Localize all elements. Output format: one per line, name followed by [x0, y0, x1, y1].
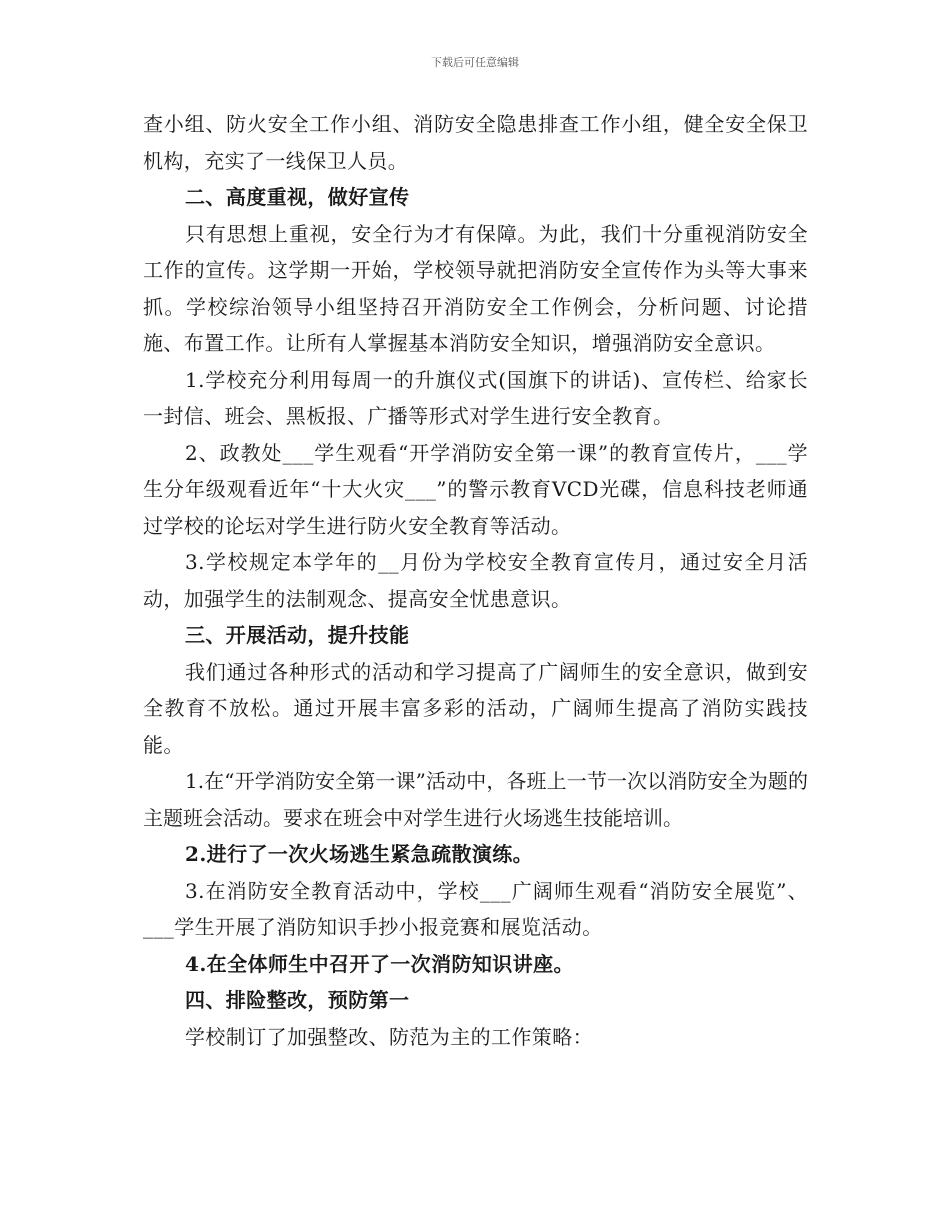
activity-item-3: 3.在消防安全教育活动中，学校___广阔师生观看“消防安全展览”、___学生开展了消防知识手抄小报竞赛和展览活动。 [143, 878, 808, 939]
section-heading-4: 四、排险整改，预防第一 [185, 988, 410, 1012]
paragraph-publicity: 只有思想上重视，安全行为才有保障。为此，我们十分重视消防安全工作的宣传。这学期一开始，学校领导就把消防安全宣传作为头等大事来抓。学校综治领导小组坚持召开消防安全工作例会，分析问题、讨论措施、布置工作。让所有人掌握基本消防安全知识，增强消防安全意识。 [143, 221, 808, 355]
list-item-3: 3.学校规定本学年的__月份为学校安全教育宣传月，通过安全月活动，加强学生的法制观念、提高安全忧患意识。 [143, 550, 808, 611]
page-header: 下载后可任意编辑 [431, 56, 519, 69]
activity-item-1: 1.在“开学消防安全第一课”活动中，各班上一节一次以消防安全为题的主题班会活动。要求在班会中对学生进行火场逃生技能培训。 [143, 769, 808, 830]
document-body [143, 106, 808, 1055]
section-heading-2: 二、高度重视，做好宣传 [185, 185, 410, 209]
list-item-2: 2、政教处___学生观看“开学消防安全第一课”的教育宣传片，___学生分年级观看近年“十大火灾___”的警示教育VCD光碟，信息科技老师通过学校的论坛对学生进行防火安全教育等活动。 [143, 440, 808, 538]
activity-item-4: 4.在全体师生中召开了一次消防知识讲座。 [185, 951, 574, 976]
paragraph-activities: 我们通过各种形式的活动和学习提高了广阔师生的安全意识，做到安全教育不放松。通过开展丰富多彩的活动，广阔师生提高了消防实践技能。 [143, 659, 808, 757]
list-item-1: 1.学校充分利用每周一的升旗仪式(国旗下的讲话)、宣传栏、给家长一封信、班会、黑板报、广播等形式对学生进行安全教育。 [143, 367, 808, 428]
paragraph-continuation: 查小组、防火安全工作小组、消防安全隐患排查工作小组，健全安全保卫机构，充实了一线保卫人员。 [143, 112, 808, 173]
activity-item-2: 2.进行了一次火场逃生紧急疏散演练。 [185, 842, 534, 866]
section-heading-3: 三、开展活动，提升技能 [185, 623, 410, 647]
paragraph-strategy: 学校制订了加强整改、防范为主的工作策略： [185, 1024, 593, 1049]
